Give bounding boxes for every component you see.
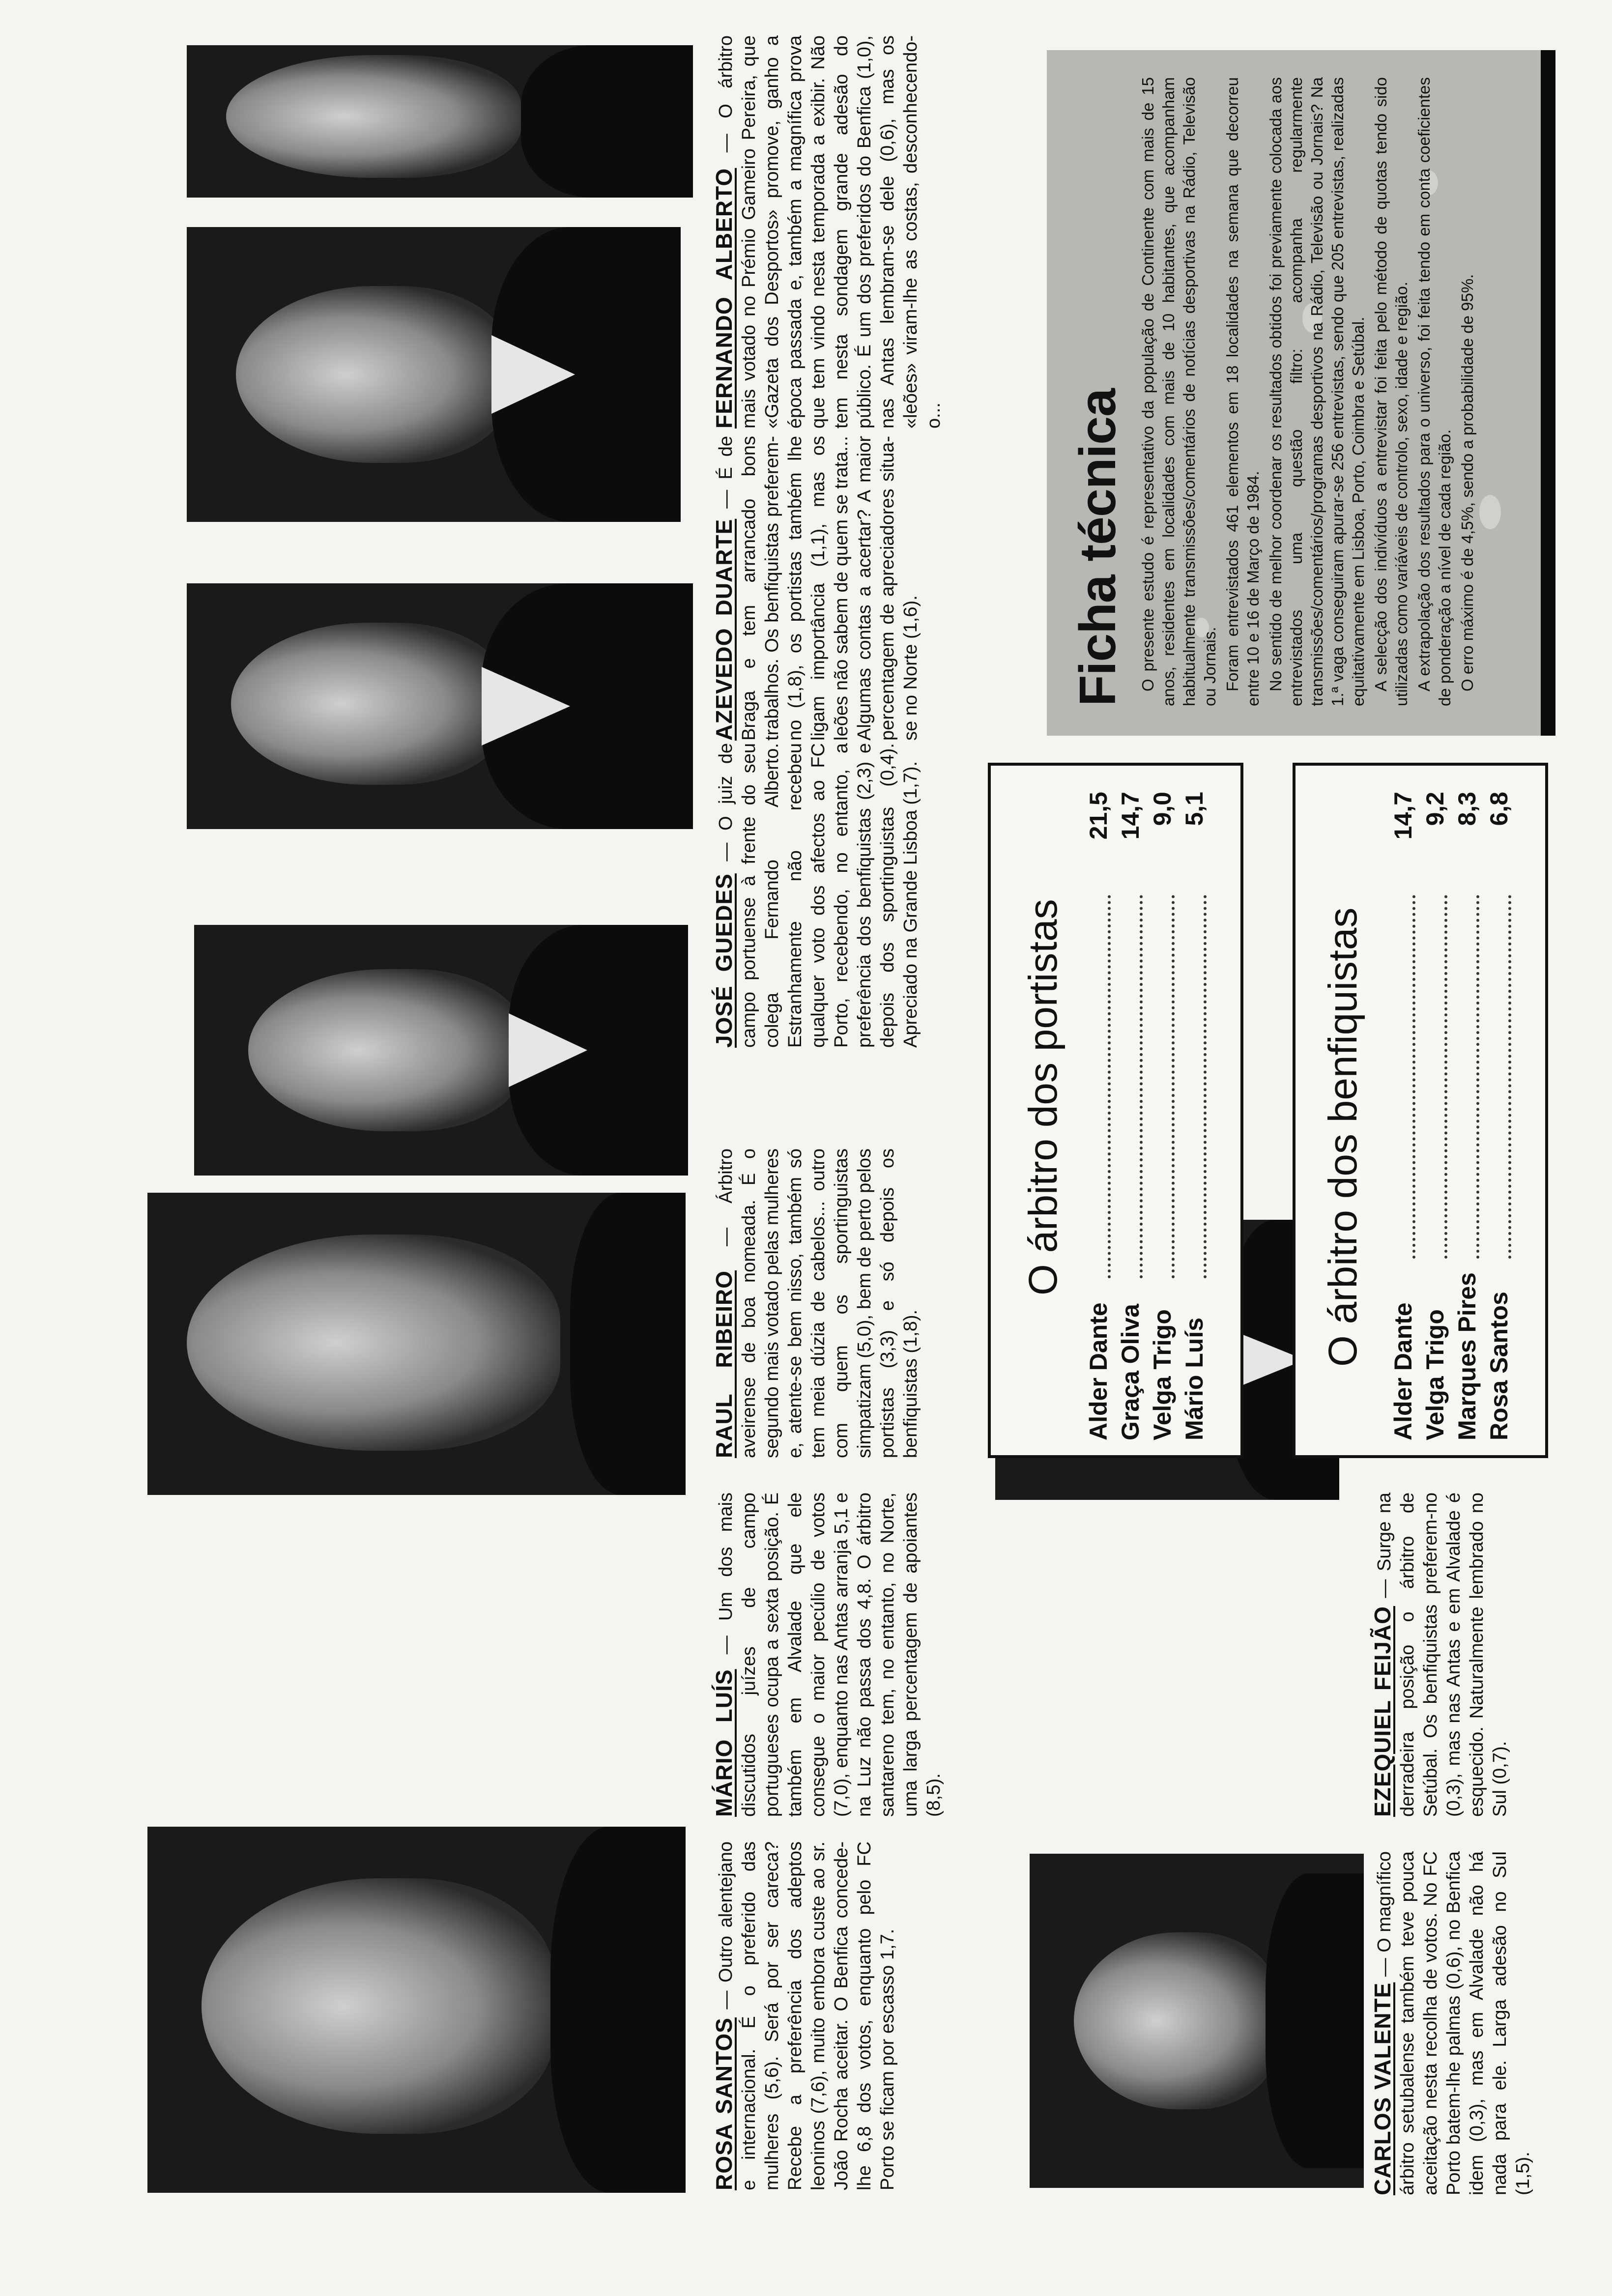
leader-dots <box>1444 895 1447 1259</box>
ranking-name: Alder Dante <box>1389 1302 1417 1440</box>
profile-name: JOSÉ GUEDES <box>711 873 737 1048</box>
ficha-paragraph: A selecção dos indivíduos a entrevistar foi feita pelo método de quotas tendo sido utilizadas como variáveis de controlo, sexo, idade e região. <box>1372 77 1410 706</box>
profile-text: — O magnífico árbitro setubalense também teve pouca aceitação nesta recolha de votos. No FC Porto batem-lhe palmas (0,6), no Benfica idem (0,3), mas em Alvalade não há nada para ele. Larga adesão no Sul (1,5). <box>1374 1851 1533 2195</box>
ranking-name: Graça Oliva <box>1117 1304 1144 1440</box>
profile-name: AZEVEDO DUARTE <box>711 518 737 741</box>
profile-text: — Um dos mais discutidos juízes de campo portugueses ocupa a sexta posição. É também em Alvalade que ele consegue o maior pecúlio de votos (7,0), enquanto nas Antas arranja 5,1 e na Luz não passa dos 4,8. O árbitro santareno tem, no entanto, no Norte, uma larga percentagem de apoiantes (8,5). <box>716 1492 944 1817</box>
profile-rosa-santos <box>713 1841 899 2190</box>
ranking-value: 9,0 <box>1149 792 1176 826</box>
scan-edge-strip <box>1541 50 1555 736</box>
profile-name: ROSA SANTOS <box>711 2017 737 2190</box>
ranking-value: 5,1 <box>1180 792 1208 826</box>
profile-mario-luis <box>713 1492 946 1817</box>
ranking-value: 6,8 <box>1485 792 1513 826</box>
ficha-paragraph: A extrapolação dos resultados para o universo, foi feita tendo em conta coeficientes de ponderação a nível de cada região. <box>1415 77 1454 706</box>
photo-fernando-alberto <box>187 45 693 198</box>
profile-text: — Outro alentejano e internacional. É o preferido das mulheres (5,6). Será por ser careca? Recebe a preferência dos adeptos leoninos (7,6), muito embora custe ao sr. João Rocha aceitar. O Benfica concede-lhe 6,8 dos votos, enquanto pelo FC Porto se ficam por escasso 1,7. <box>716 1841 898 2190</box>
leader-dots <box>1172 895 1175 1278</box>
ficha-body <box>1138 77 1480 706</box>
ficha-paragraph: O erro máximo é de 4,5%, sendo a probabilidade de 95%. <box>1458 274 1476 691</box>
ranking-name: Velga Trigo <box>1149 1309 1176 1440</box>
ranking-name: Alder Dante <box>1085 1302 1112 1440</box>
leader-dots <box>1508 895 1511 1259</box>
photo-rosa-santos <box>147 1827 686 2193</box>
ranking-name: Rosa Santos <box>1485 1292 1513 1440</box>
box-portistas <box>988 763 1243 1458</box>
profile-jose-guedes <box>713 743 922 1048</box>
leader-dots <box>1140 895 1143 1278</box>
profile-text: — O juiz de campo portuense à frente do seu colega Fernando Alberto. Estranhamente não recebeu qualquer voto dos afectos ao FC Porto, recebendo, no entanto, a preferência dos benfiquistas (2,3) e depois dos sportinguistas (0,4). Apreciado na Grande Lisboa (1,7). <box>716 743 921 1048</box>
photo-carlos-valente <box>1030 1854 1364 2188</box>
profile-text: — Árbitro aveirense de boa nomeada. É o segundo mais votado pelas mulheres e, atente-se bem nisso, também só tem meia dúzia de cabelos... outro com quem os sportinguistas simpatizam (5,0), bem de perto pelos portistas (3,3) e só depois os benfiquistas (1,8). <box>716 1148 921 1458</box>
ranking-value: 9,2 <box>1421 792 1449 826</box>
ficha-tecnica-panel <box>1047 50 1541 736</box>
box-title: O árbitro dos benfiquistas <box>1321 907 1365 1367</box>
photo-jose-guedes <box>187 583 693 829</box>
ranking-name: Marques Pires <box>1453 1272 1481 1440</box>
profile-text: — O árbitro mais votado no Prémio Gameiro Pereira, que «Gazeta dos Desportos» promove, ganho a época passada e, também a magnífica prova que tem vindo nesta temporada a exibir. Não tem nesta sondagem grande adesão do público. É um dos preferidos do Benfica (1,0), nas Antas lembram-se dele (0,6), mas os «leões» viram-lhe as costas, desconhecendo-o... <box>716 35 944 429</box>
leader-dots <box>1412 895 1415 1259</box>
leader-dots <box>1108 895 1111 1278</box>
profile-raul-ribeiro <box>713 1148 922 1458</box>
ranking-value: 8,3 <box>1453 792 1481 826</box>
profile-text: — É de Braga e tem arrancado bons trabalhos. Os benfiquistas preferem-no (1,8), os portistas também lhe ligam importância (1,1), mas os leões não sabem de quem se trata... Algumas contas a acertar? A maior percentagem de apreciadores situa-se no Norte (1,6). <box>716 436 921 741</box>
ficha-paragraph: Foram entrevistados 461 elementos em 18 localidades na semana que decorreu entre 10 e 16 de Março de 1984. <box>1223 77 1262 706</box>
ranking-value: 14,7 <box>1389 792 1417 840</box>
photo-azevedo-duarte <box>187 227 681 522</box>
ficha-paragraph: No sentido de melhor coordenar os resultados obtidos foi previamente colocada aos entrevistados uma questão filtro: acompanha regularmente transmissões/comentários/programas desportivos na Rádio, Televisão ou Jornais? Na 1.ª vaga conseguiram apurar-se 256 entrevistas, sendo que 205 entrevistas, realizadas equitativamente em Lisboa, Porto, Coimbra e Setúbal. <box>1267 77 1367 706</box>
ficha-title: Ficha técnica <box>1069 389 1126 706</box>
photo-mario-luis <box>147 1193 686 1495</box>
profile-name: CARLOS VALENTE <box>1370 1982 1395 2195</box>
ficha-paragraph: O presente estudo é representativo da população de Continente com mais de 15 anos, residentes em localidades com mais de 10 habitantes, que acompanham habitualmente transmissões/comentários de notícias desportivas na Rádio, Televisão ou Jornais. <box>1139 77 1219 706</box>
ranking-name: Mário Luís <box>1180 1317 1208 1440</box>
profile-name: RAUL RIBEIRO <box>711 1270 737 1458</box>
photo-raul-ribeiro <box>194 925 688 1176</box>
box-title: O árbitro dos portistas <box>1021 899 1065 1295</box>
ranking-name: Velga Trigo <box>1421 1309 1449 1440</box>
profile-name: EZEQUIEL FEIJÃO <box>1370 1606 1395 1817</box>
profile-ezequiel-feijao <box>1371 1492 1512 1817</box>
leader-dots <box>1204 895 1207 1278</box>
profile-fernando-alberto <box>713 35 946 429</box>
box-benfiquistas <box>1293 763 1548 1458</box>
ranking-value: 14,7 <box>1117 792 1144 840</box>
profile-text: — Surge na derradeira posição o árbitro de Setúbal. Os benfiquistas preferem-no (0,3), mas nas Antas e em Alvalade é esquecido. Naturalmente lembrado no Sul (0,7). <box>1374 1492 1510 1817</box>
ranking-value: 21,5 <box>1085 792 1112 840</box>
profile-name: FERNANDO ALBERTO <box>711 168 737 429</box>
leader-dots <box>1476 895 1479 1259</box>
profile-carlos-valente <box>1371 1851 1535 2195</box>
profile-name: MÁRIO LUÍS <box>711 1669 737 1817</box>
profile-azevedo-duarte <box>713 436 922 741</box>
